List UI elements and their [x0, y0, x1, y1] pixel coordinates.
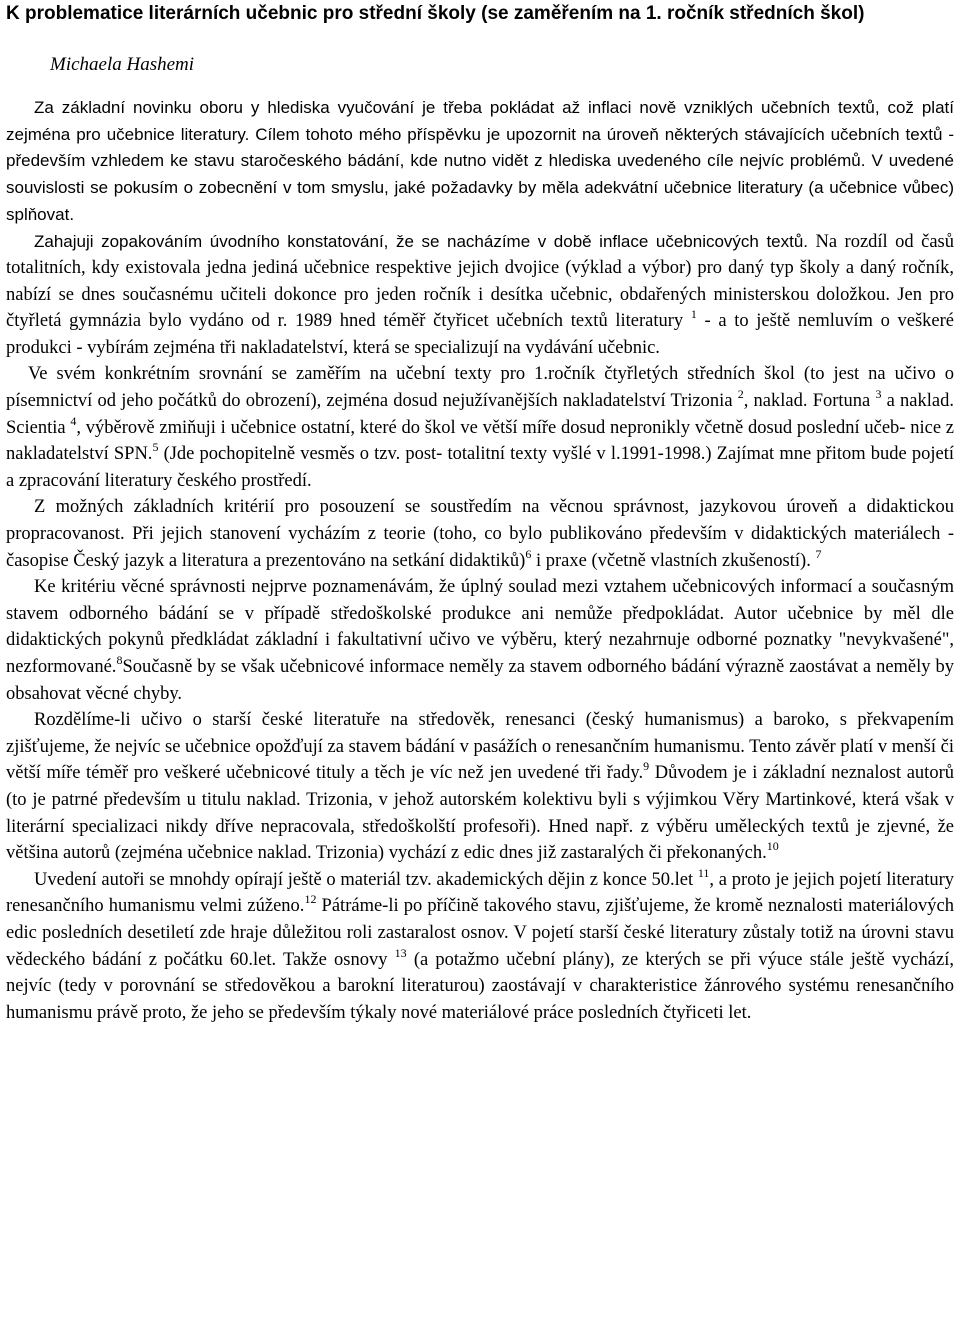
paragraph-inflation-body: Na rozdíl od časů totalitních, kdy existovala jedna jediná učebnice respektive jejich dvojice (výklad a výbor) pro daný typ školy a daný ročník, nabízí se dnes současnému učiteli dokonce pro jeden ročník i desítka učebnic, obdařených ministerskou doložkou. Jen pro čtyřletá gymnázia bylo vydáno od r. 1989 hned téměř čtyřicet učebních textů literatury	[6, 231, 954, 332]
footnote-ref-3[interactable]: 3	[875, 387, 882, 402]
footnote-ref-7[interactable]: 7	[815, 546, 822, 561]
paragraph-comparison-d: , výběrově zmiňuji i učebnice ostatní, které do škol ve větší míře dosud nepronikly včetně dosud poslední učeb- nice z nakladatelství SPN.	[6, 417, 955, 465]
paragraph-intro: Za základní novinku oboru y hlediska vyučování je třeba pokládat až inflaci nově vzniklých učebních textů, což platí zejména pro učebnice literatury. Cílem tohoto mého příspěvku je upozornit na úroveň některých stávajících učebních textů - především vzhledem ke stavu staročeského bádání, kde nutno vidět z hlediska uvedeného cíle nejvíc problémů. V uvedené souvislosti se pokusím o zobecnění v tom smyslu, jaké požadavky by měla adekvátní učebnice literatury (a učebnice vůbec) splňovat.	[6, 98, 954, 224]
paragraph-criteria-b: i praxe (včetně vlastních zkušeností).	[531, 550, 816, 571]
paragraph-inflation	[6, 229, 954, 362]
paragraph-authors-c: Pátráme-li po příčině takového stavu, zjišťujeme, že kromě neznalosti materiálových edic posledních desetiletí zde hraje důležitou roli zastaralost osnov. V pojetí starší české literatury zůstaly totiž na úrovni stavu vědeckého bádání z počátku 60.let. Takže osnovy	[6, 896, 954, 970]
footnote-ref-4[interactable]: 4	[70, 413, 77, 428]
footnote-ref-5[interactable]: 5	[152, 440, 159, 455]
footnote-ref-6[interactable]: 6	[525, 546, 532, 561]
author-name: Michaela Hashemi	[50, 54, 195, 75]
paragraph-authors-a: Uvedení autoři se mnohdy opírají ještě o materiál tzv. akademických dějin z konce 50.let	[34, 869, 698, 890]
paragraph-periods-b: Důvodem je i základní neznalost autorů (to je patrné především u titulu naklad. Trizonia, v jehož autorském kolektivu byli s výjimkou Věry Martinkové, která však v literární specializaci nikdy dříve nepracovala, středoškolští profesoři). Hned např. z výběru uměleckých textů je zjevné, že většina autorů (zejména učebnice naklad. Trizonia) vychází z edic dnes již zastaralých či překonaných.	[6, 763, 954, 864]
paragraph-authors	[6, 867, 954, 1027]
paragraph-authors-d: (a potažmo učební plány), ze kterých se při výuce stále ještě vychází, nejvíc (tedy v porovnání se středověkou a barokní literaturou) zaostávají v charakteristice žánrového systému renesančního humanismu právě proto, že jeho se především týkaly nové materiálové práce posledních čtyřiceti let.	[6, 949, 954, 1023]
footnote-ref-9[interactable]: 9	[643, 759, 650, 774]
paragraph-inflation-lead: Zahajuji zopakováním úvodního konstatování, že se nacházíme v době inflace učebnicových textů.	[34, 231, 809, 251]
footnote-ref-1[interactable]: 1	[690, 307, 697, 322]
document-title: K problematice literárních učebnic pro střední školy (se zaměřením na 1. ročník středních škol)	[6, 3, 865, 24]
paragraph-correctness	[6, 574, 954, 707]
paragraph-comparison-b: , naklad. Fortuna	[743, 391, 876, 412]
footnote-ref-12[interactable]: 12	[304, 892, 317, 907]
paragraph-correctness-b: Současně by se však učebnicové informace neměly za stavem odborného bádání výrazně zaostávat a neměly by obsahovat věcné chyby.	[6, 657, 954, 704]
paragraph-criteria-a: Z možných základních kritérií pro posouzení se soustředím na věcnou správnost, jazykovou úroveň a didaktickou propracovanost. Při jejich stanovení vycházím z teorie (toho, co bylo publikováno především v didaktických materiálech - časopise Český jazyk a literatura a prezentováno na setkání didaktiků)	[6, 497, 954, 571]
paragraph-comparison	[6, 361, 954, 494]
paragraph-criteria	[6, 494, 954, 574]
paragraph-inflation-body-2: - a to ještě nemluvím o veškeré produkci - vybírám zejména tři nakladatelství, která se specializují na vydávání učebnic.	[6, 311, 954, 358]
footnote-ref-2[interactable]: 2	[737, 387, 744, 402]
paragraph-comparison-a: Ve svém konkrétním srovnání se zaměřím na učební texty pro 1.ročník čtyřletých středních škol (to jest na učivo o písemnictví od jeho počátků do obrození), zejména dosud nejužívanějších nakladatelství Trizonia	[6, 364, 954, 412]
paragraph-authors-b: , a proto je jejich pojetí literatury renesančního humanismu velmi zúženo.	[6, 869, 955, 917]
paragraph-periods-a: Rozdělíme-li učivo o starší české literatuře na středověk, renesanci (český humanismus) a baroko, s překvapením zjišťujeme, že nejvíc se učebnice opožďují za stavem bádání v pasážích o renesančním humanismu. Tento závěr platí v menší či větší míře téměř pro veškeré učebnicové tituly a těch je víc než jen uvedené tři řady.	[6, 710, 954, 784]
footnote-ref-11[interactable]: 11	[697, 865, 710, 880]
paragraph-periods	[6, 707, 954, 867]
paragraph-correctness-a: Ke kritériu věcné správnosti nejprve poznamenávám, že úplný soulad mezi vztahem učebnicových informací a současným stavem odborného bádání se v případě středoškolské produkce ani nemůže předpokládat. Autor učebnice by měl dle didaktických pokynů předkládat základní i fakultativní učivo ve výběru, který nezahrnuje odborné poznatky "nevykvašené", nezformované.	[6, 577, 954, 678]
paragraph-comparison-c: a naklad. Scientia	[6, 391, 954, 438]
footnote-ref-13[interactable]: 13	[394, 945, 407, 960]
footnote-ref-10[interactable]: 10	[766, 839, 779, 854]
footnote-ref-8[interactable]: 8	[116, 653, 123, 668]
paragraph-comparison-e: (Jde pochopitelně vesměs o tzv. post- totalitní texty vyšlé v l.1991-1998.) Zajímat mne přitom bude pojetí a zpracování literatury českého prostředí.	[6, 444, 954, 491]
